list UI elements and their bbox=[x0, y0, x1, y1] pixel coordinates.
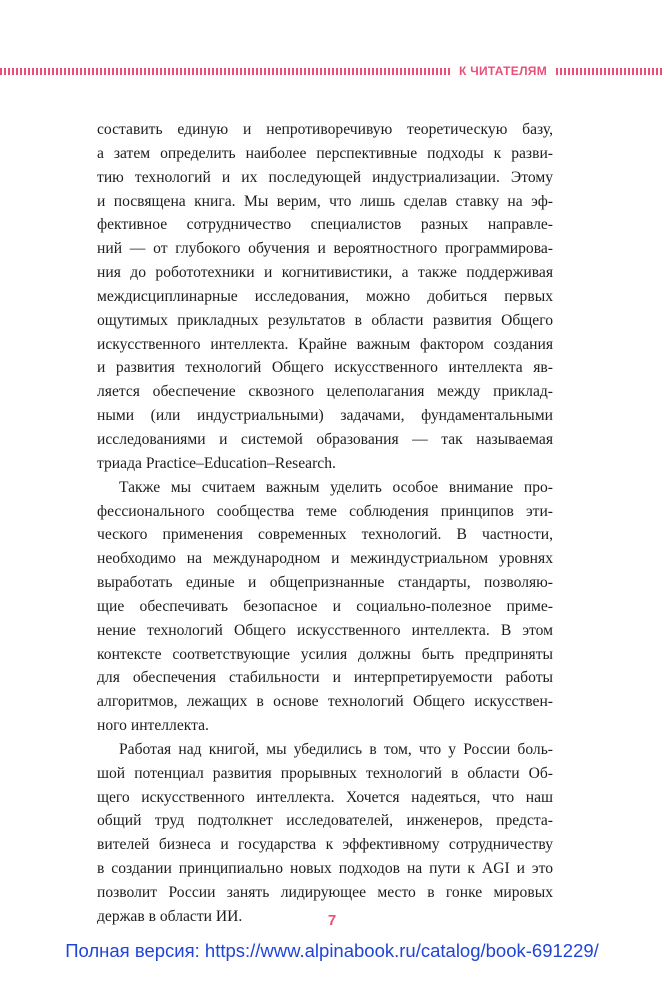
text-line: Работая над книгой, мы убедились в том, что у России боль- bbox=[119, 740, 553, 758]
text-line: алгоритмов, лежащих в основе технологий Общего искусствен- bbox=[97, 693, 553, 711]
text-line: шой потенциал развития прорывных технологий в области Об- bbox=[97, 764, 553, 782]
page-body bbox=[97, 118, 553, 929]
text-line: ческого применения современных технологий. В частности, bbox=[97, 526, 553, 544]
section-title: К ЧИТАТЕЛЯМ bbox=[459, 64, 548, 78]
text-line: фессионального сообщества теме соблюдения принципов эти- bbox=[97, 502, 553, 520]
text-line: ными (или индустриальными) задачами, фундаментальными bbox=[97, 407, 553, 425]
text-line: исследованиями и системой образования — так называемая bbox=[97, 430, 553, 448]
text-line: необходимо на международном и межиндустриальном уровнях bbox=[97, 550, 553, 568]
text-line: держав в области ИИ. bbox=[97, 907, 243, 925]
text-line: щего искусственного интеллекта. Хочется надеяться, что наш bbox=[97, 788, 553, 806]
text-line: междисциплинарные исследования, можно добиться первых bbox=[97, 287, 553, 305]
text-line: ния до робототехники и когнитивистики, а также поддерживая bbox=[97, 264, 553, 282]
text-line: для обеспечения стабильности и интерпретируемости работы bbox=[97, 669, 553, 687]
text-line: триада Practice–Education–Research. bbox=[97, 454, 336, 472]
text-line: искусственного интеллекта. Крайне важным фактором создания bbox=[97, 335, 553, 353]
full-version-link[interactable]: Полная версия: https://www.alpinabook.ru/catalog/book-691229/ bbox=[65, 940, 599, 961]
page-number: 7 bbox=[327, 912, 337, 929]
text-line: и развития технологий Общего искусственного интеллекта яв- bbox=[97, 359, 553, 377]
text-line: позволит России занять лидирующее место в гонке мировых bbox=[97, 884, 553, 901]
text-line: общий труд подтолкнет исследователей, инженеров, предста- bbox=[97, 812, 553, 830]
text-line: ощутимых прикладных результатов в области развития Общего bbox=[97, 311, 553, 329]
paragraph-2 bbox=[97, 476, 553, 738]
header-dotted-rule-right bbox=[556, 68, 664, 75]
text-line: в создании принципиально новых подходов на пути к AGI и это bbox=[97, 860, 553, 878]
running-header bbox=[0, 64, 664, 78]
text-line: Также мы считаем важным уделить особое внимание про- bbox=[119, 478, 553, 496]
paragraph-3 bbox=[97, 738, 553, 929]
text-line: ляется обеспечение сквозного целеполагания между приклад- bbox=[97, 383, 553, 401]
text-line: а затем определить наиболее перспективные подходы к разви- bbox=[97, 144, 553, 162]
text-line: составить единую и непротиворечивую теоретическую базу, bbox=[97, 121, 553, 138]
paragraph-1 bbox=[97, 118, 553, 476]
text-line: ний — от глубокого обучения и вероятностного программирова- bbox=[97, 240, 553, 258]
text-line: контексте соответствующие усилия должны быть предприняты bbox=[97, 645, 553, 663]
text-line: тию технологий и их последующей индустриализации. Этому bbox=[97, 168, 553, 186]
text-line: фективное сотрудничество специалистов разных направле- bbox=[97, 216, 553, 234]
text-line: и посвящена книга. Мы верим, что лишь сделав ставку на эф- bbox=[97, 192, 553, 210]
text-line: выработать единые и общепризнанные стандарты, позволяю- bbox=[97, 574, 553, 592]
text-line: ного интеллекта. bbox=[97, 717, 209, 735]
header-dotted-rule-left bbox=[0, 68, 452, 75]
text-line: нение технологий Общего искусственного интеллекта. В этом bbox=[97, 621, 553, 639]
text-line: вителей бизнеса и государства к эффективному сотрудничеству bbox=[97, 836, 553, 854]
text-line: щие обеспечивать безопасное и социально-полезное приме- bbox=[97, 597, 553, 615]
